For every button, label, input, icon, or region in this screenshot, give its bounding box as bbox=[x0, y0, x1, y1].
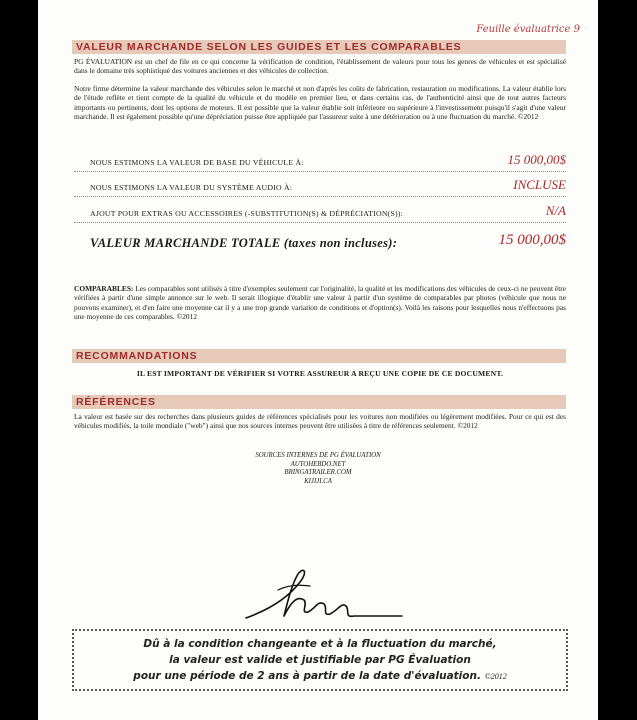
market-body-paragraph bbox=[74, 84, 566, 122]
market-intro-paragraph: PG ÉVALUATION est un chef de file en ce qui concerne la vérification de condition, l'établissement de valeurs pour tous les genres de véhicules et est spécialisé dans le domaine très sophistiqué des voitures anciennes et des véhicules de collection. bbox=[74, 57, 566, 76]
extras-value-row bbox=[74, 201, 566, 223]
notice-line-1: Dû à la condition changeante et à la fluctuation du marché, bbox=[143, 638, 497, 650]
source-item: AUTOHEBDO.NET bbox=[290, 460, 346, 468]
notice-line-3-wrap bbox=[74, 668, 566, 685]
validity-notice bbox=[72, 629, 568, 691]
base-value-row bbox=[74, 150, 566, 172]
references-paragraph bbox=[74, 412, 566, 431]
total-value-amount: 15 000,00$ bbox=[498, 232, 566, 248]
source-item: KIJIJI.CA bbox=[304, 477, 332, 485]
market-value-heading: VALEUR MARCHANDE SELON LES GUIDES ET LES COMPARABLES bbox=[72, 40, 566, 54]
recommendations-heading: RECOMMANDATIONS bbox=[72, 349, 566, 363]
references-heading: RÉFÉRENCES bbox=[72, 395, 566, 409]
audio-value-amount: INCLUSE bbox=[513, 177, 566, 192]
recommendation-text: IL EST IMPORTANT DE VÉRIFIER SI VOTRE ASSUREUR A REÇU UNE COPIE DE CE DOCUMENT. bbox=[136, 369, 504, 378]
base-value-amount: 15 000,00$ bbox=[507, 152, 566, 167]
references-text: La valeur est basée sur des recherches dans plusieurs guides de références spécialisés pour les voitures non modifiées ou légèrement modifiées. Pour ce qui est des véhicules modifiés, la toile mondiale ("web") ainsi que nos sources internes peuvent être utilisées à titre de références seulement. bbox=[74, 412, 566, 431]
comparables-copyright: ©2012 bbox=[176, 312, 198, 322]
source-item: BRINGATRAILER.COM bbox=[284, 469, 352, 477]
sources-list bbox=[38, 452, 598, 486]
comparables-paragraph bbox=[74, 284, 566, 322]
comparables-lead: COMPARABLES: bbox=[74, 284, 134, 293]
signature-image bbox=[238, 560, 408, 626]
audio-value-row bbox=[74, 175, 566, 197]
notice-line-2: la valeur est valide et justifiable par PG Évaluation bbox=[169, 654, 471, 666]
market-copyright: ©2012 bbox=[517, 112, 539, 122]
market-body-text: Notre firme détermine la valeur marchande des véhicules selon le marché et non d'après les coûts de fabrication, restauration ou modifications. La valeur établie lors de l'étude reflète et tient compte de la qualité du véhicule et du modèle en premier lieu, et dans certains cas, de l'authenticité ainsi que de tout autres facteurs importants ou pertinents, dont les options de moteurs. Il est possible que la valeur établie soit inférieure ou supérieure à l'investissement puisqu'il s'agit d'une valeur marchande. Il est également possible qu'une dépréciation puisse être appliquée par l'assureur suite à une détérioration ou à une fluctuation du marché. bbox=[74, 84, 566, 122]
notice-copyright: ©2012 bbox=[484, 672, 507, 681]
audio-value-label: NOUS ESTIMONS LA VALEUR DU SYSTÈME AUDIO À: bbox=[90, 183, 293, 192]
comparables-text: Les comparables sont utilisés à titre d'exemples seulement car l'originalité, la qualité et les modifications des véhicules de ceux-ci ne peuvent être vérifiées à partir d'une simple annonce sur le web. Il serait illogique d'établir une valeur à partir d'un système de comparables par photos (véhicule que nous ne pouvons examiner), et d'en faire une moyenne car il y a une trop grande variation de conditions et d'option(s). Voilà les raisons pour lesquelles nous n'effectuons pas une moyenne de ces comparables. bbox=[74, 284, 566, 322]
extras-value-amount: N/A bbox=[545, 203, 566, 218]
notice-line-3: pour une période de 2 ans à partir de la date d'évaluation. bbox=[133, 670, 481, 682]
extras-value-label: AJOUT POUR EXTRAS OU ACCESSOIRES (-SUBSTITUTION(S) & DÉPRÉCIATION(S)): bbox=[90, 209, 403, 218]
references-copyright: ©2012 bbox=[457, 421, 478, 431]
base-value-label: NOUS ESTIMONS LA VALEUR DE BASE DU VÉHICULE À: bbox=[90, 158, 304, 167]
source-item: SOURCES INTERNES DE PG ÉVALUATION bbox=[255, 452, 381, 459]
sheet-label: Feuille évaluatrice 9 bbox=[476, 24, 580, 35]
evaluation-page bbox=[38, 0, 598, 720]
total-value-label: VALEUR MARCHANDE TOTALE (taxes non incluses): bbox=[90, 236, 398, 250]
